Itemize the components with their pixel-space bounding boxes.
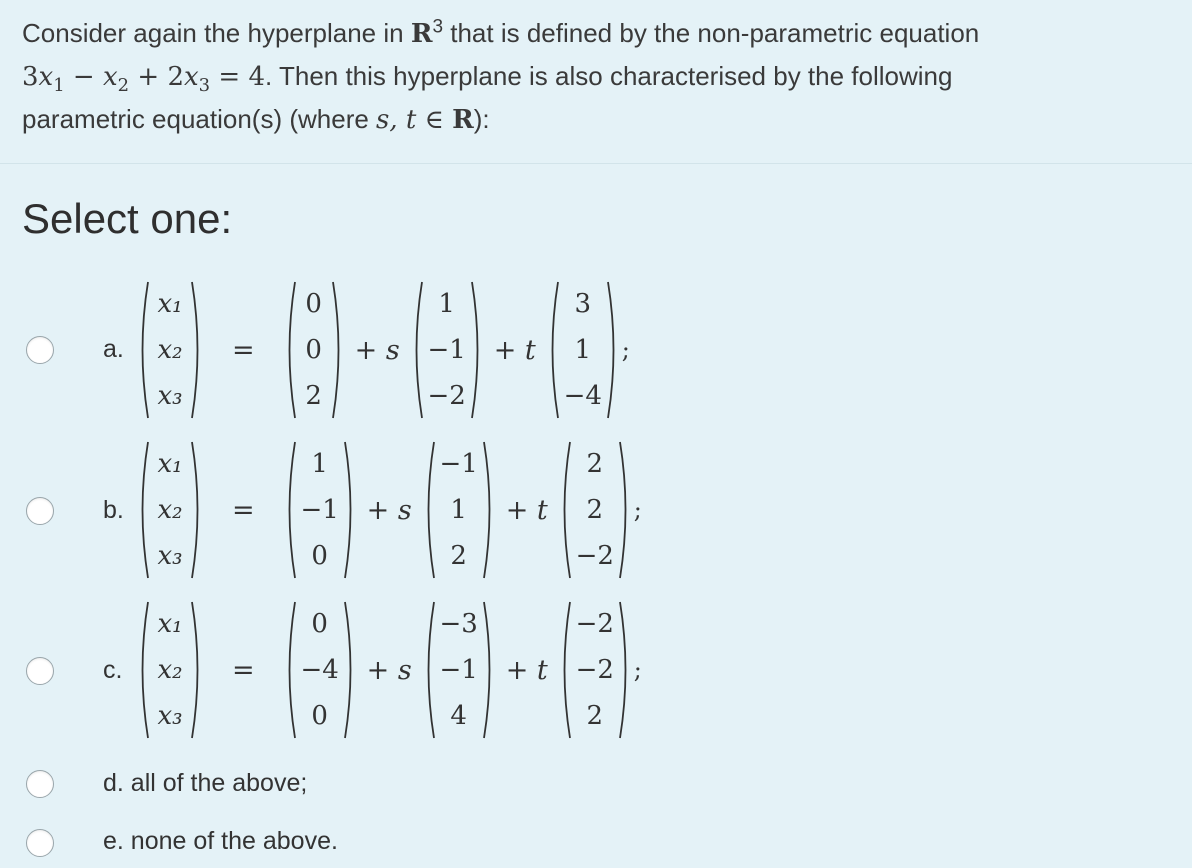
vector-entry: x₃ (157, 381, 183, 411)
var: x (184, 62, 199, 92)
dimension-exponent: 3 (432, 16, 444, 38)
vector-entry: x₁ (157, 449, 183, 479)
vector-entry: 0 (311, 541, 328, 571)
question-line-1 (22, 12, 1172, 55)
divider (0, 163, 1192, 164)
plus-t-text: + t (505, 494, 548, 526)
option-e-label: e. none of the above. (103, 827, 338, 855)
direction-vector-s (422, 600, 496, 740)
question-text-part: ): (473, 104, 490, 134)
left-paren-icon (283, 440, 297, 580)
option-letter: a. (103, 335, 124, 363)
point-vector (283, 440, 357, 580)
plus-s-text: + s (366, 654, 412, 686)
question-line-2 (22, 55, 1172, 98)
rhs: 4 (248, 62, 265, 92)
vector-entry: 1 (450, 495, 467, 525)
option-b[interactable] (0, 440, 1192, 580)
hyperplane-equation (22, 61, 265, 97)
op: − (64, 62, 103, 92)
vector-entry: 3 (574, 289, 592, 319)
radio-option-e[interactable] (26, 829, 54, 857)
op: + (129, 62, 168, 92)
plus-s (357, 495, 422, 526)
vector-entry: 1 (438, 289, 455, 319)
lhs-vector (136, 600, 204, 740)
right-paren-icon (606, 280, 620, 420)
vector-entry: 4 (450, 701, 467, 731)
vector-entry: −2 (575, 609, 614, 639)
semicolon: ; (633, 496, 642, 524)
vector-entry: −4 (300, 655, 339, 685)
plus-s-text: + s (366, 494, 412, 526)
real-numbers-symbol: R (452, 105, 474, 135)
right-paren-icon (331, 280, 345, 420)
left-paren-icon (546, 280, 560, 420)
plus-s (345, 335, 410, 366)
direction-vector-t (558, 600, 632, 740)
equals-sign: = (232, 654, 255, 686)
real-space-symbol: R (410, 19, 433, 49)
parametric-equation (136, 280, 630, 420)
vector-entry: −2 (427, 381, 466, 411)
question-text-part: . Then this hyperplane is also characterised by the following (265, 61, 953, 91)
vector-entry: −3 (439, 609, 478, 639)
option-a[interactable] (0, 280, 1192, 420)
radio-option-c[interactable] (26, 657, 54, 685)
question-line-3 (22, 98, 1172, 141)
vector-entry: −1 (439, 655, 478, 685)
select-one-prompt: Select one: (22, 195, 233, 242)
vector-entry: −4 (563, 381, 602, 411)
op: = (210, 62, 249, 92)
right-paren-icon (482, 440, 496, 580)
right-paren-icon (190, 280, 204, 420)
parametric-equation (136, 600, 642, 740)
sub: 2 (117, 75, 130, 97)
equals-sign: = (232, 334, 255, 366)
question-text-part: Consider again the hyperplane in (22, 18, 411, 48)
left-paren-icon (558, 600, 572, 740)
option-d-label: d. all of the above; (103, 769, 308, 797)
left-paren-icon (422, 600, 436, 740)
parameters: s, t (376, 105, 417, 135)
vector-entry: 2 (305, 381, 322, 411)
vector-entry: x₂ (157, 495, 183, 525)
right-paren-icon (470, 280, 484, 420)
vector-entry: −2 (575, 541, 614, 571)
direction-vector-s (422, 440, 496, 580)
plus-t (496, 495, 558, 526)
option-letter: b. (103, 496, 124, 524)
plus-t (496, 655, 558, 686)
vector-entry: 0 (311, 701, 328, 731)
left-paren-icon (558, 440, 572, 580)
vector-entry: 1 (574, 335, 592, 365)
right-paren-icon (343, 600, 357, 740)
vector-entry: x₁ (157, 289, 183, 319)
vector-entry: x₃ (157, 701, 183, 731)
vector-entry: 2 (586, 495, 604, 525)
vector-entry: 0 (305, 289, 322, 319)
radio-option-a[interactable] (26, 336, 54, 364)
semicolon: ; (621, 336, 630, 364)
right-paren-icon (618, 440, 632, 580)
element-of-symbol: ∈ (416, 105, 453, 135)
left-paren-icon (283, 600, 297, 740)
parametric-equation (136, 440, 642, 580)
right-paren-icon (343, 440, 357, 580)
lhs-vector (136, 440, 204, 580)
point-vector (283, 280, 345, 420)
question-text-part: parametric equation(s) (where (22, 104, 377, 134)
sub: 3 (198, 75, 211, 97)
vector-entry: −1 (439, 449, 478, 479)
vector-entry: −2 (575, 655, 614, 685)
point-vector (283, 600, 357, 740)
vector-entry: 0 (305, 335, 322, 365)
left-paren-icon (410, 280, 424, 420)
left-paren-icon (136, 600, 150, 740)
vector-entry: −1 (427, 335, 466, 365)
coef: 2 (167, 62, 184, 92)
question-text (22, 12, 1172, 141)
radio-option-b[interactable] (26, 497, 54, 525)
semicolon: ; (633, 656, 642, 684)
vector-entry: 0 (311, 609, 328, 639)
vector-entry: x₂ (157, 655, 183, 685)
question-text-part: that is defined by the non-parametric equation (443, 18, 980, 48)
vector-entry: 2 (450, 541, 467, 571)
vector-entry: x₁ (157, 609, 183, 639)
left-paren-icon (422, 440, 436, 580)
direction-vector-s (410, 280, 484, 420)
vector-entry: 2 (586, 701, 604, 731)
direction-vector-t (558, 440, 632, 580)
radio-option-d[interactable] (26, 770, 54, 798)
var: x (103, 62, 118, 92)
vector-entry: 2 (586, 449, 604, 479)
lhs-vector (136, 280, 204, 420)
plus-t-text: + t (493, 334, 536, 366)
left-paren-icon (136, 280, 150, 420)
coef: 3 (22, 62, 39, 92)
left-paren-icon (136, 440, 150, 580)
plus-s-text: + s (354, 334, 400, 366)
right-paren-icon (190, 600, 204, 740)
right-paren-icon (618, 600, 632, 740)
direction-vector-t (546, 280, 620, 420)
option-letter: c. (103, 656, 123, 684)
sub: 1 (53, 75, 65, 97)
plus-s (357, 655, 422, 686)
right-paren-icon (482, 600, 496, 740)
vector-entry: x₃ (157, 541, 183, 571)
equals-sign: = (232, 494, 255, 526)
option-d[interactable] (0, 762, 1192, 806)
plus-t (484, 335, 546, 366)
vector-entry: −1 (300, 495, 339, 525)
vector-entry: 1 (311, 449, 328, 479)
var: x (38, 62, 54, 92)
option-e[interactable] (0, 820, 1192, 864)
option-c[interactable] (0, 600, 1192, 740)
plus-t-text: + t (505, 654, 548, 686)
vector-entry: x₂ (157, 335, 183, 365)
right-paren-icon (190, 440, 204, 580)
left-paren-icon (283, 280, 297, 420)
